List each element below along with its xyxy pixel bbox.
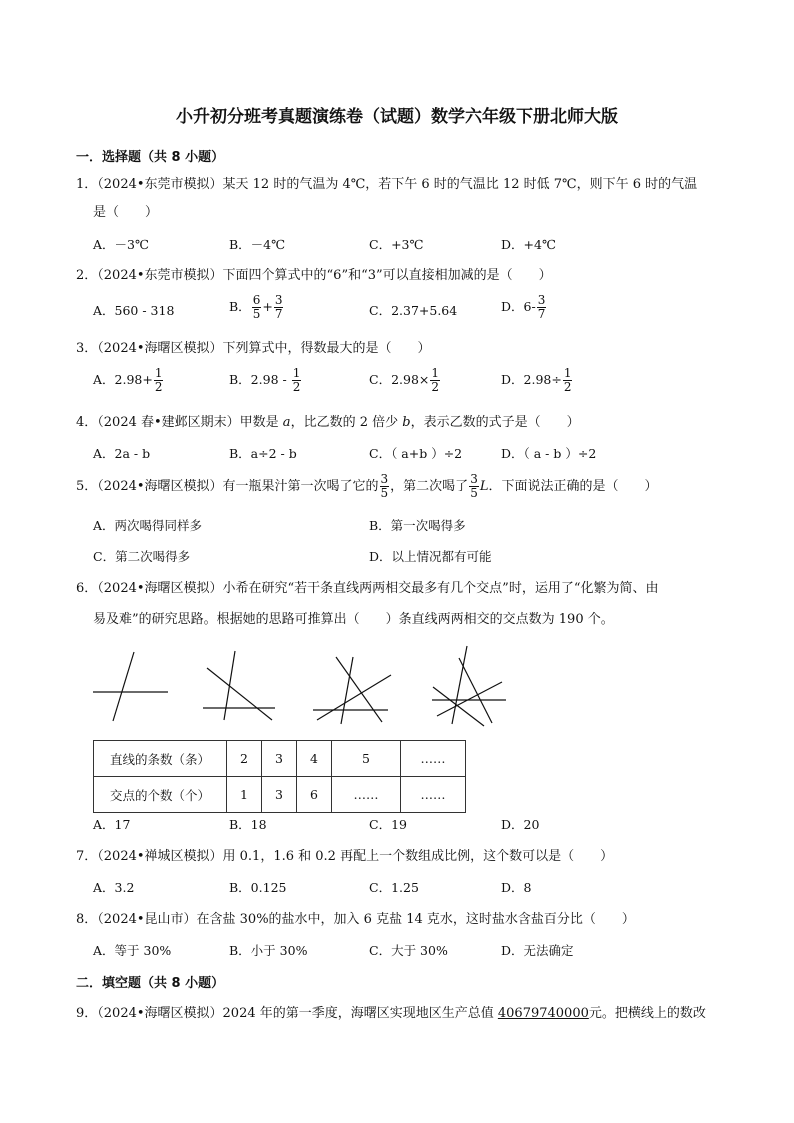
lines-intersections-table: [93, 740, 466, 813]
q7-option-c: C．1.25: [369, 880, 419, 895]
q6-option-c: C．19: [369, 817, 407, 832]
table-cell: ……: [332, 777, 401, 813]
question-1-text: 1．（2024•东莞市模拟）某天 12 时的气温为 4℃，若下午 6 时的气温比 12 时低 7℃，则下午 6 时的气温: [76, 177, 698, 192]
table-cell: 6: [297, 777, 332, 813]
table-row: [94, 777, 466, 813]
q5-option-c: C．第二次喝得多: [93, 549, 191, 564]
fraction: $\frac{3}{5}$: [380, 472, 389, 500]
figure-three-lines: [203, 651, 275, 720]
q3-option-a: A．2.98+ $\frac{1}{2}$: [93, 366, 163, 394]
table-cell: 2: [227, 741, 262, 777]
table-row: [94, 741, 466, 777]
q7-option-b: B．0.125: [229, 880, 287, 895]
table-cell: 1: [227, 777, 262, 813]
fraction: $\frac{1}{2}$: [431, 366, 440, 394]
q4-option-b: B．a÷2 - b: [229, 446, 297, 461]
q3-option-c: C．2.98× $\frac{1}{2}$: [369, 366, 440, 394]
table-cell: ……: [401, 741, 466, 777]
q7-option-a: A．3.2: [93, 880, 135, 895]
section-heading-choice: 一．选择题（共 8 小题）: [76, 150, 225, 165]
figure-four-lines: [313, 657, 391, 724]
q5-option-d: D．以上情况都有可能: [369, 549, 492, 564]
q1-option-a: A．－3℃: [93, 237, 149, 252]
table-cell: 3: [262, 777, 297, 813]
table-cell: 3: [262, 741, 297, 777]
question-6-text: 6．（2024•海曙区模拟）小希在研究“若干条直线两两相交最多有几个交点”时，运用了“化繁为简、由: [76, 581, 659, 596]
question-4-text: 4．（2024 春•建邺区期末）甲数是 a，比乙数的 2 倍少 b，表示乙数的式子是（ ）: [76, 415, 580, 430]
q8-option-d: D．无法确定: [501, 943, 574, 958]
fraction: $\frac{1}{2}$: [292, 366, 301, 394]
q1-option-c: C．+3℃: [369, 237, 424, 252]
q2-option-b: B． $\frac{6}{5}$ + $\frac{3}{7}$: [229, 293, 283, 321]
q8-option-c: C．大于 30%: [369, 943, 448, 958]
question-6-text-cont: 易及难”的研究思路。根据她的思路可推算出（ ）条直线两两相交的交点数为 190 个。: [93, 612, 614, 627]
table-cell: 交点的个数（个）: [94, 777, 227, 813]
underlined-number: 40679740000: [497, 1006, 589, 1021]
fraction: $\frac{3}{7}$: [537, 293, 546, 321]
section-heading-fill-in: 二．填空题（共 8 小题）: [76, 976, 225, 991]
fraction: $\frac{3}{7}$: [274, 293, 283, 321]
q7-option-d: D．8: [501, 880, 532, 895]
question-1-text-cont: 是（ ）: [93, 205, 159, 220]
question-7-text: 7．（2024•禅城区模拟）用 0.1，1.6 和 0.2 再配上一个数组成比例，这个数可以是（ ）: [76, 849, 614, 864]
page-title: 小升初分班考真题演练卷（试题）数学六年级下册北师大版: [176, 107, 618, 127]
q3-option-d: D．2.98÷ $\frac{1}{2}$: [501, 366, 572, 394]
q4-option-d: D．（ a - b ）÷2: [501, 446, 597, 461]
q5-option-b: B．第一次喝得多: [369, 518, 466, 533]
fraction: $\frac{3}{5}$: [470, 472, 478, 500]
table-cell: 5: [332, 741, 401, 777]
q8-option-b: B．小于 30%: [229, 943, 308, 958]
q1-option-d: D．+4℃: [501, 237, 556, 252]
line-intersection-figures: [0, 640, 794, 730]
fraction: $\frac{1}{2}$: [154, 366, 163, 394]
q4-option-c: C．（ a+b ）÷2: [369, 446, 463, 461]
figure-five-lines: [432, 646, 506, 726]
q1-option-b: B．－4℃: [229, 237, 286, 252]
q3-option-b: B．2.98 - $\frac{1}{2}$: [229, 366, 301, 394]
q2-option-d: D．6- $\frac{3}{7}$: [501, 293, 546, 321]
table-cell: 直线的条数（条）: [94, 741, 227, 777]
table-cell: ……: [401, 777, 466, 813]
table-cell: 4: [297, 741, 332, 777]
q5-option-a: A．两次喝得同样多: [93, 518, 203, 533]
q8-option-a: A．等于 30%: [93, 943, 172, 958]
question-2-text: 2．（2024•东莞市模拟）下面四个算式中的“6”和“3”可以直接相加减的是（ ）: [76, 268, 552, 283]
fraction: $\frac{1}{2}$: [563, 366, 572, 394]
question-8-text: 8．（2024•昆山市）在含盐 30%的盐水中，加入 6 克盐 14 克水，这时盐水含盐百分比（ ）: [76, 912, 635, 927]
q2-option-c: C．2.37+5.64: [369, 303, 458, 318]
question-3-text: 3．（2024•海曙区模拟）下列算式中，得数最大的是（ ）: [76, 341, 431, 356]
q6-option-b: B．18: [229, 817, 267, 832]
question-5-text: 5．（2024•海曙区模拟）有一瓶果汁第一次喝了它的 $\frac{3}{5}$ ，第二次喝了 $\frac{3}{5}$ L．下面说法正确的是（ ）: [76, 472, 658, 500]
q2-option-b-label: B．: [229, 299, 251, 314]
q4-option-a: A．2a - b: [93, 446, 151, 461]
q2-option-a: A．560 - 318: [93, 303, 175, 318]
q6-option-a: A．17: [93, 817, 131, 832]
fraction: $\frac{6}{5}$: [252, 293, 261, 321]
q6-option-d: D．20: [501, 817, 540, 832]
figure-two-lines: [93, 652, 168, 721]
question-9-text: 9．（2024•海曙区模拟）2024 年的第一季度，海曙区实现地区生产总值 40679740000元。把横线上的数改: [76, 1006, 706, 1021]
q2-option-d-label: D．: [501, 299, 524, 314]
